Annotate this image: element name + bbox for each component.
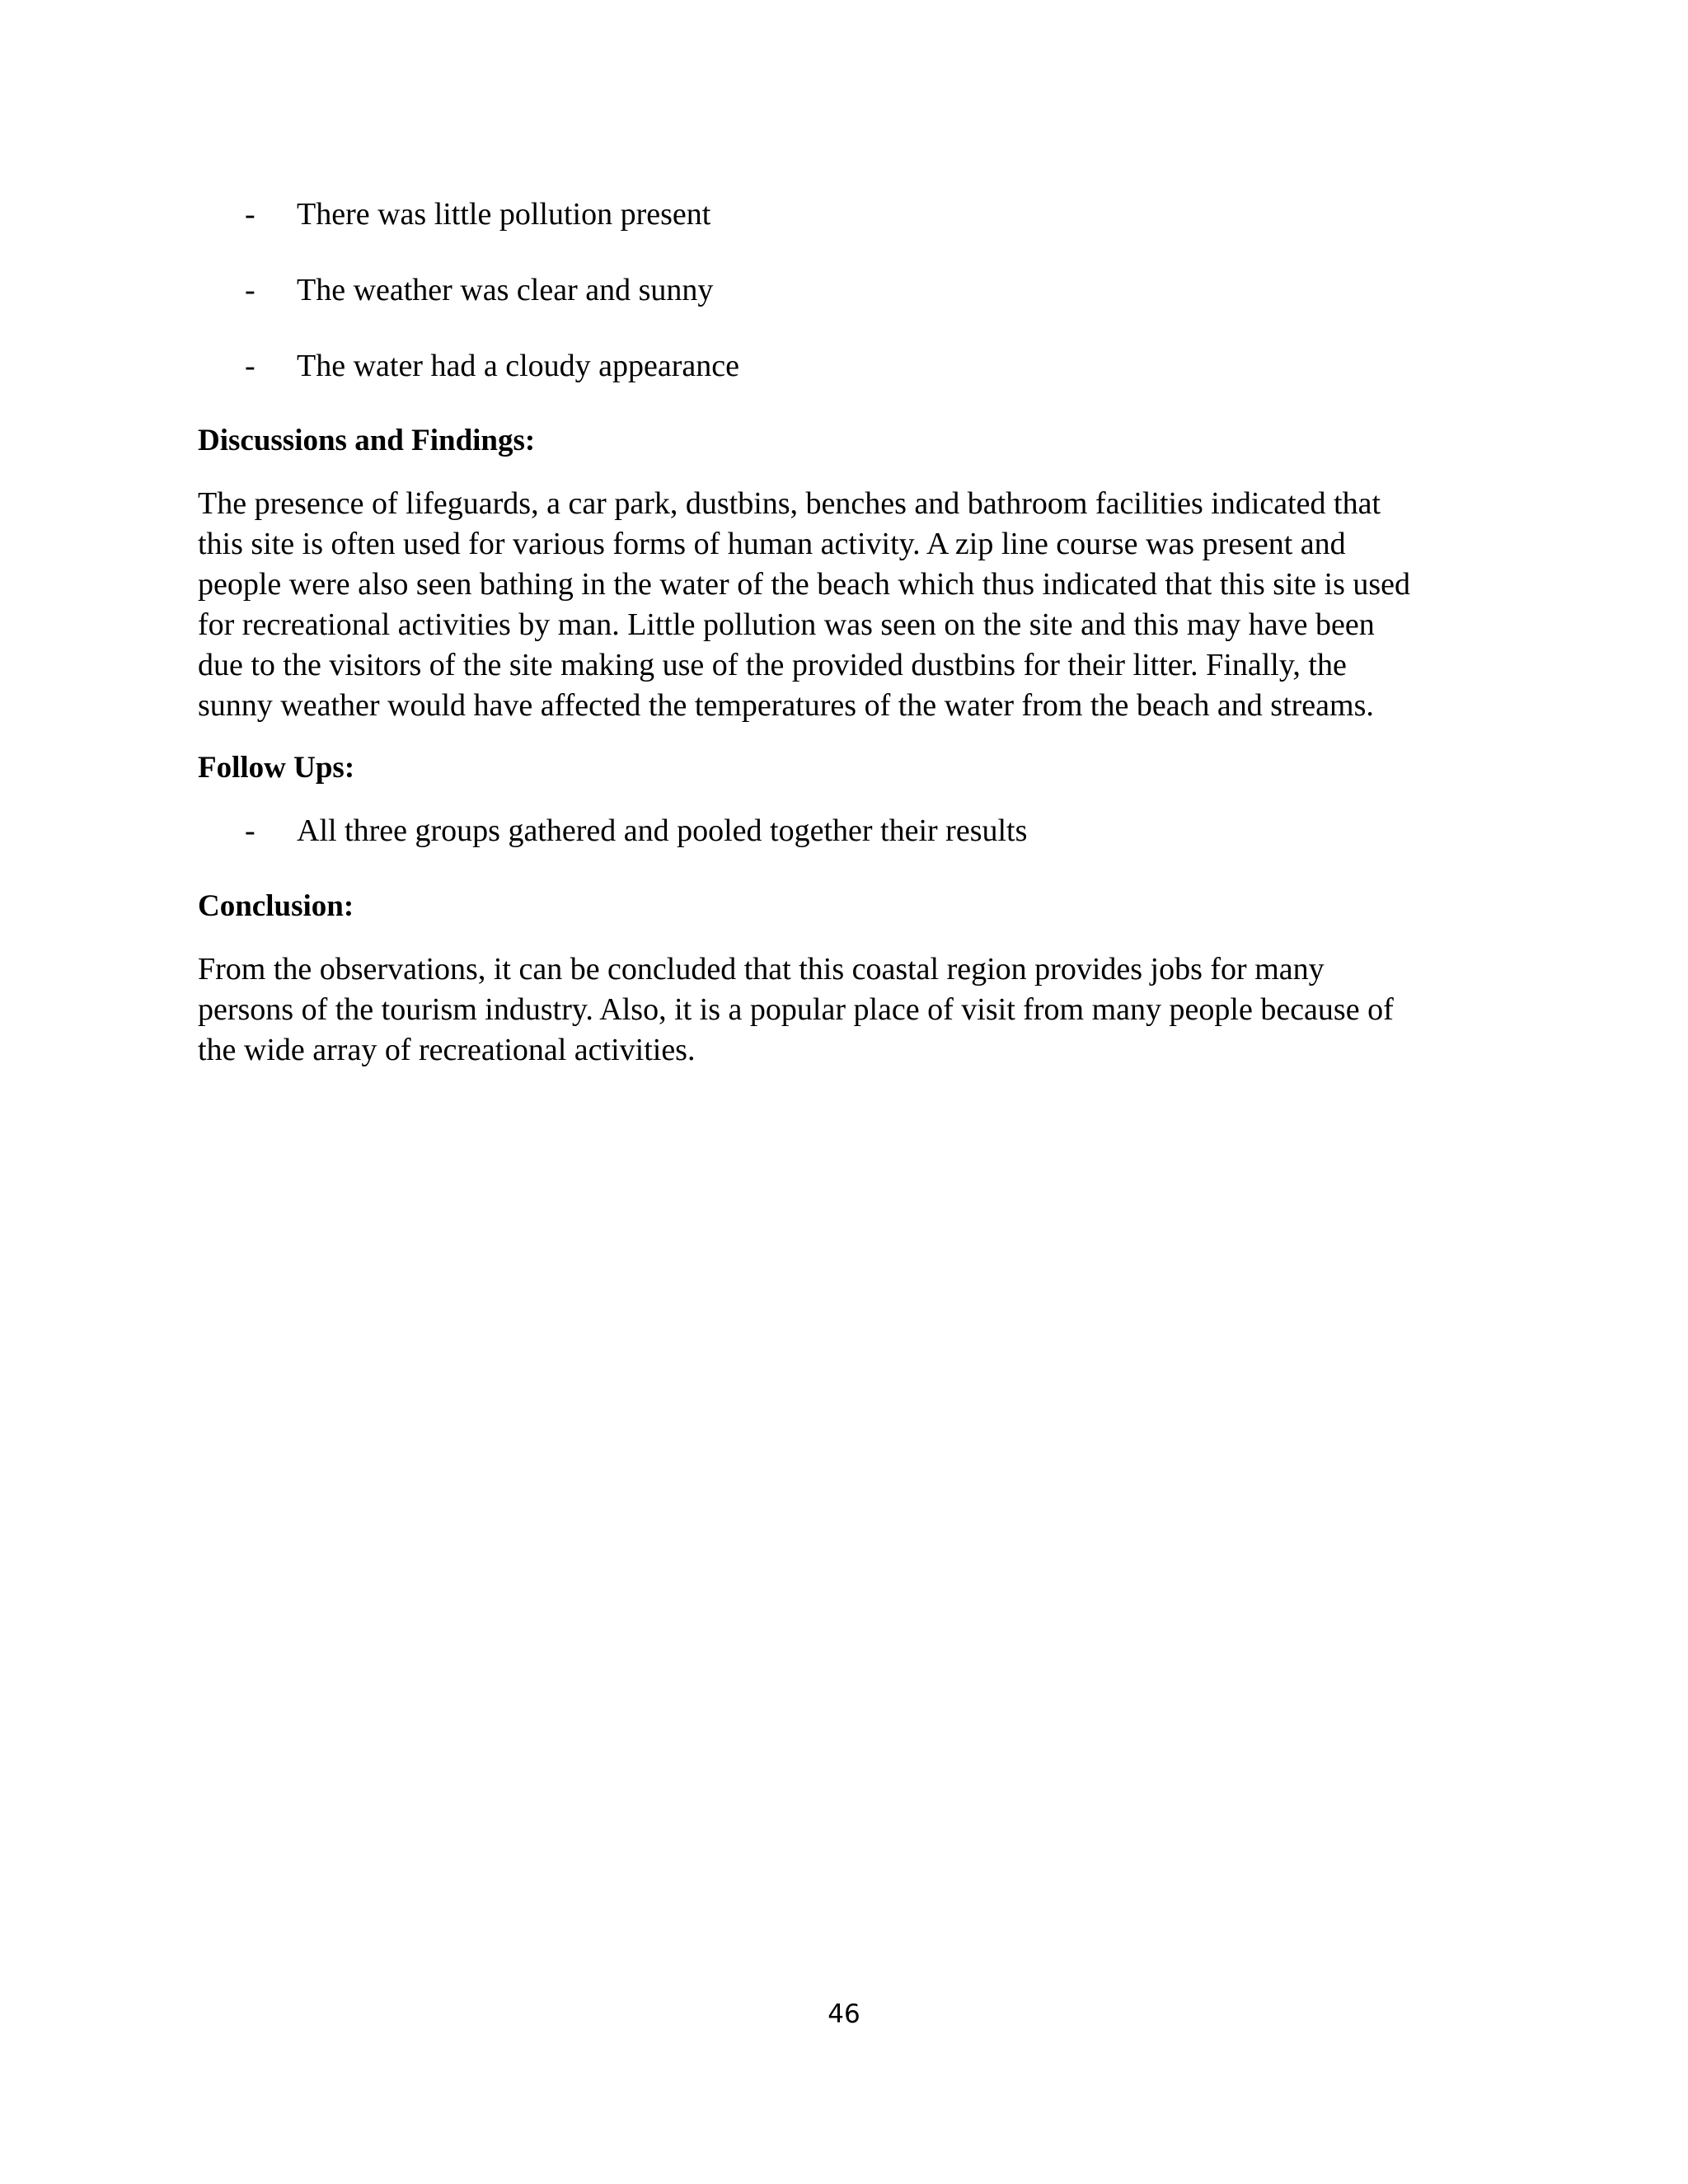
bullet-dash: - <box>245 349 256 383</box>
discussion-line: for recreational activities by man. Little pollution was seen on the site and this may have been <box>198 607 1375 642</box>
bullet-text: The water had a cloudy appearance <box>297 349 739 383</box>
bullet-dash: - <box>245 273 256 307</box>
bullet-text: The weather was clear and sunny <box>297 273 714 307</box>
conclusion-line: the wide array of recreational activities. <box>198 1033 696 1067</box>
discussion-line: sunny weather would have affected the temperatures of the water from the beach and streams. <box>198 688 1374 723</box>
follow-ups-heading: Follow Ups: <box>198 751 355 785</box>
discussion-heading: Discussions and Findings: <box>198 424 536 457</box>
page-number: 46 <box>828 1999 860 2029</box>
discussion-line: The presence of lifeguards, a car park, dustbins, benches and bathroom facilities indicated that <box>198 486 1381 521</box>
bullet-text: All three groups gathered and pooled together their results <box>297 813 1028 848</box>
bullet-dash: - <box>245 197 256 232</box>
conclusion-line: From the observations, it can be concluded that this coastal region provides jobs for many <box>198 952 1325 987</box>
discussion-line: people were also seen bathing in the water of the beach which thus indicated that this site is used <box>198 567 1411 602</box>
discussion-line: this site is often used for various forms of human activity. A zip line course was present and <box>198 527 1346 561</box>
conclusion-heading: Conclusion: <box>198 889 354 923</box>
discussion-line: due to the visitors of the site making use of the provided dustbins for their litter. Finally, the <box>198 648 1347 682</box>
bullet-dash: - <box>245 813 256 848</box>
conclusion-line: persons of the tourism industry. Also, it is a popular place of visit from many people because of <box>198 992 1394 1027</box>
bullet-text: There was little pollution present <box>297 197 711 232</box>
